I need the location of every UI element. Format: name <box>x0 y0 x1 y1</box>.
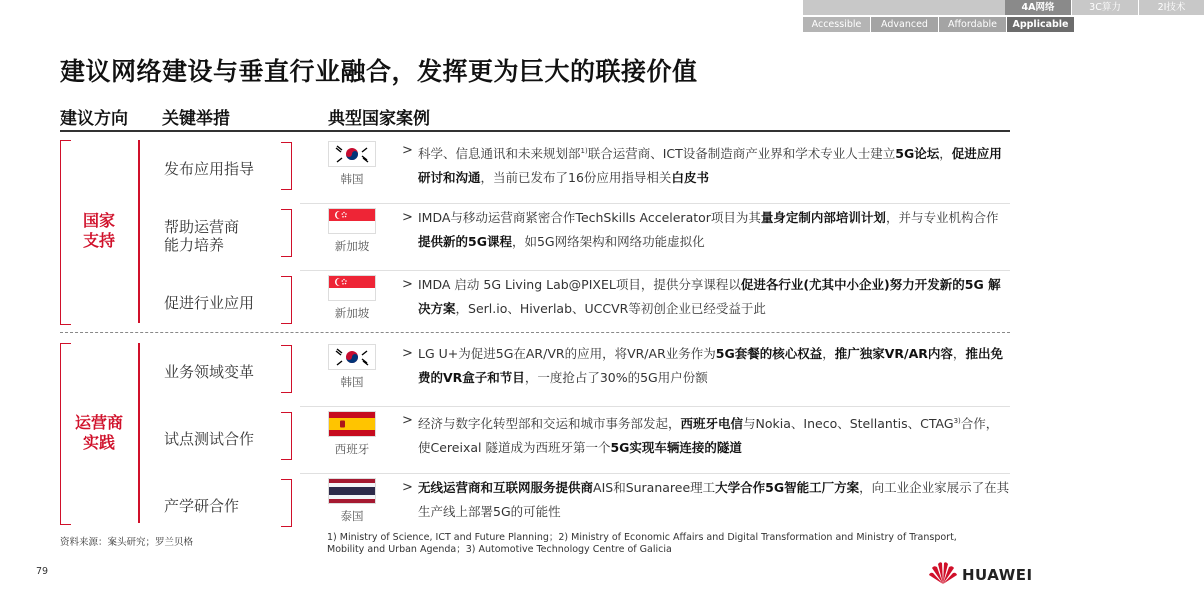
case-text <box>418 139 1010 190</box>
bullet-arrow-icon: > <box>402 480 413 495</box>
country-label: 西班牙 <box>334 442 370 456</box>
header-measure: 关键举措 <box>162 109 230 129</box>
group-operator-label <box>68 413 130 453</box>
measure-line: 试点测试合作 <box>164 430 255 448</box>
case-text-bold: 5G套餐的核心权益 <box>715 346 823 361</box>
measure-bracket <box>281 142 292 190</box>
measure-line: 产学研合作 <box>164 497 240 515</box>
measure-line: 能力培养 <box>164 236 225 254</box>
measure-label <box>164 294 254 312</box>
row-divider <box>300 406 1010 407</box>
tab-accessible[interactable]: Accessible <box>803 17 870 32</box>
row-divider <box>300 203 1010 204</box>
group-operator-divider <box>138 343 140 523</box>
group-national-line1: 国家 <box>82 211 115 230</box>
case-text-run: ， <box>822 346 835 361</box>
measure-line: 发布应用指导 <box>164 160 255 178</box>
brand-name: HUAWEI <box>962 566 1033 584</box>
measure-label <box>164 497 239 515</box>
case-text <box>418 342 1010 390</box>
country-label: 新加坡 <box>334 306 370 320</box>
case-text-run: 科学、信息通讯和未来规划部 <box>418 146 581 162</box>
case-text-bold: 促进各行业(尤其中小企业)努力开发新的5G 解决方案 <box>418 277 1001 316</box>
case-text-bold: 量身定制内部培训计划 <box>760 210 886 225</box>
group-national-label <box>72 211 126 251</box>
tab-3c-compute[interactable]: 3C算力 <box>1072 0 1138 15</box>
country-label: 新加坡 <box>334 239 370 253</box>
case-text-run: IMDA 启动 5G Living Lab@PIXEL项目，提供分享课程以 <box>418 277 741 292</box>
case-text-bold: 5G论坛 <box>895 146 940 162</box>
page-title: 建议网络建设与垂直行业融合，发挥更为巨大的联接价值 <box>60 57 698 86</box>
group-national-divider <box>138 140 140 323</box>
case-text-bold: 推出免费的VR盒子和节目 <box>418 346 1003 385</box>
measure-label <box>164 160 254 178</box>
case-text <box>418 476 1010 524</box>
footnote-line-1: 1) Ministry of Science, ICT and Future Planning；2) Ministry of Economic Affairs and Digital Transformation and Ministry of Transport, <box>327 532 957 543</box>
bullet-arrow-icon: > <box>402 210 413 225</box>
case-text-run: ， <box>952 346 966 361</box>
huawei-logo-icon <box>928 560 958 590</box>
header-divider <box>60 130 1010 132</box>
korea-flag-icon <box>328 344 376 370</box>
bullet-arrow-icon: > <box>402 143 413 158</box>
case-text <box>418 273 1010 321</box>
measure-line: 帮助运营商 <box>164 218 240 236</box>
tab-advanced[interactable]: Advanced <box>871 17 938 32</box>
case-text-run: 经济与数字化转型部和交运和城市事务部发起， <box>418 416 681 432</box>
measure-bracket <box>281 209 292 257</box>
case-text-run: 3) <box>953 417 961 425</box>
country-label: 泰国 <box>340 509 364 523</box>
case-text-run: ，如5G网络架构和网络功能虚拟化 <box>511 234 705 249</box>
case-text-run: ，当前已发布了16份应用指导相关 <box>480 170 672 186</box>
group-operator-line2: 实践 <box>82 433 115 452</box>
footnotes <box>327 532 977 556</box>
header-case: 典型国家案例 <box>328 109 430 129</box>
case-text-run: ，一度抢占了30%的5G用户份额 <box>524 370 708 385</box>
case-text-run: 合作，使Cereixal 隧道成为西班牙第一个 <box>418 416 999 456</box>
case-text-bold: 无线运营商和互联网服务提供商 <box>418 480 594 495</box>
page-number: 79 <box>36 566 49 577</box>
bullet-arrow-icon: > <box>402 346 413 361</box>
case-text-run: 与Nokia、Ineco、Stellantis、CTAG <box>743 416 954 432</box>
tab-2i-tech[interactable]: 2I技术 <box>1139 0 1204 15</box>
group-national-bracket <box>60 140 71 325</box>
case-text <box>418 206 1010 254</box>
case-text-run: ， <box>939 146 952 162</box>
measure-line: 促进行业应用 <box>164 294 255 312</box>
tab-top-spacer <box>803 0 904 15</box>
row-divider <box>300 270 1010 271</box>
case-text-run: ，并与专业机构合作 <box>885 210 999 225</box>
case-text-run: ，向工业企业家展示了在其生产线上部署5G的可能性 <box>418 480 1010 519</box>
case-text-run: 1) <box>580 147 588 155</box>
tabs-bottom <box>803 17 1075 32</box>
case-text <box>418 409 1010 460</box>
source-note: 资料来源：案头研究；罗兰贝格 <box>60 537 194 548</box>
bullet-arrow-icon: > <box>402 413 413 428</box>
case-text-bold: 推广独家VR/AR内容 <box>834 346 953 361</box>
case-text-bold: 白皮书 <box>671 170 709 186</box>
case-text-bold: 大学合作5G智能工厂方案 <box>715 480 860 495</box>
group-operator-line1: 运营商 <box>74 413 123 432</box>
korea-flag-icon <box>328 141 376 167</box>
case-text-run: IMDA与移动运营商紧密合作TechSkills Accelerator项目为其 <box>418 210 761 225</box>
measure-label <box>164 430 254 448</box>
tab-applicable[interactable]: Applicable <box>1007 17 1074 32</box>
tab-4a-network[interactable]: 4A网络 <box>1005 0 1071 15</box>
group-national-line2: 支持 <box>82 231 115 250</box>
tab-affordable[interactable]: Affordable <box>939 17 1006 32</box>
measure-label <box>164 363 254 381</box>
row-divider <box>300 473 1010 474</box>
header-direction: 建议方向 <box>60 109 128 129</box>
measure-bracket <box>281 479 292 527</box>
thailand-flag-icon <box>328 478 376 504</box>
footnote-line-2: Mobility and Urban Agenda；3) Automotive Technology Centre of Galicia <box>327 544 672 555</box>
bullet-arrow-icon: > <box>402 277 413 292</box>
case-text-bold: 西班牙电信 <box>680 416 744 432</box>
case-text-run: AIS和Suranaree理工 <box>593 480 716 495</box>
country-label: 韩国 <box>340 172 364 186</box>
case-text-bold: 促进应用研讨和沟通 <box>418 146 1002 186</box>
singapore-flag-icon <box>328 275 376 301</box>
case-text-run: 联合运营商、ICT设备制造商产业界和学术专业人士建立 <box>587 146 896 162</box>
singapore-flag-icon <box>328 208 376 234</box>
tabs-top <box>803 0 1204 15</box>
case-text-bold: 提供新的5G课程 <box>418 234 512 249</box>
case-text-run: LG U+为促进5G在AR/VR的应用，将VR/AR业务作为 <box>418 346 716 361</box>
measure-label <box>164 218 239 254</box>
tab-top-spacer2 <box>904 0 1005 15</box>
measure-line: 业务领域变革 <box>164 363 255 381</box>
spain-flag-icon <box>328 411 376 437</box>
measure-bracket <box>281 276 292 324</box>
measure-bracket <box>281 345 292 393</box>
group-separator <box>60 332 1010 333</box>
measure-bracket <box>281 412 292 460</box>
case-text-bold: 5G实现车辆连接的隧道 <box>610 440 742 456</box>
case-text-run: ，Serl.io、Hiverlab、UCCVR等初创企业已经受益于此 <box>455 301 766 316</box>
country-label: 韩国 <box>340 375 364 389</box>
